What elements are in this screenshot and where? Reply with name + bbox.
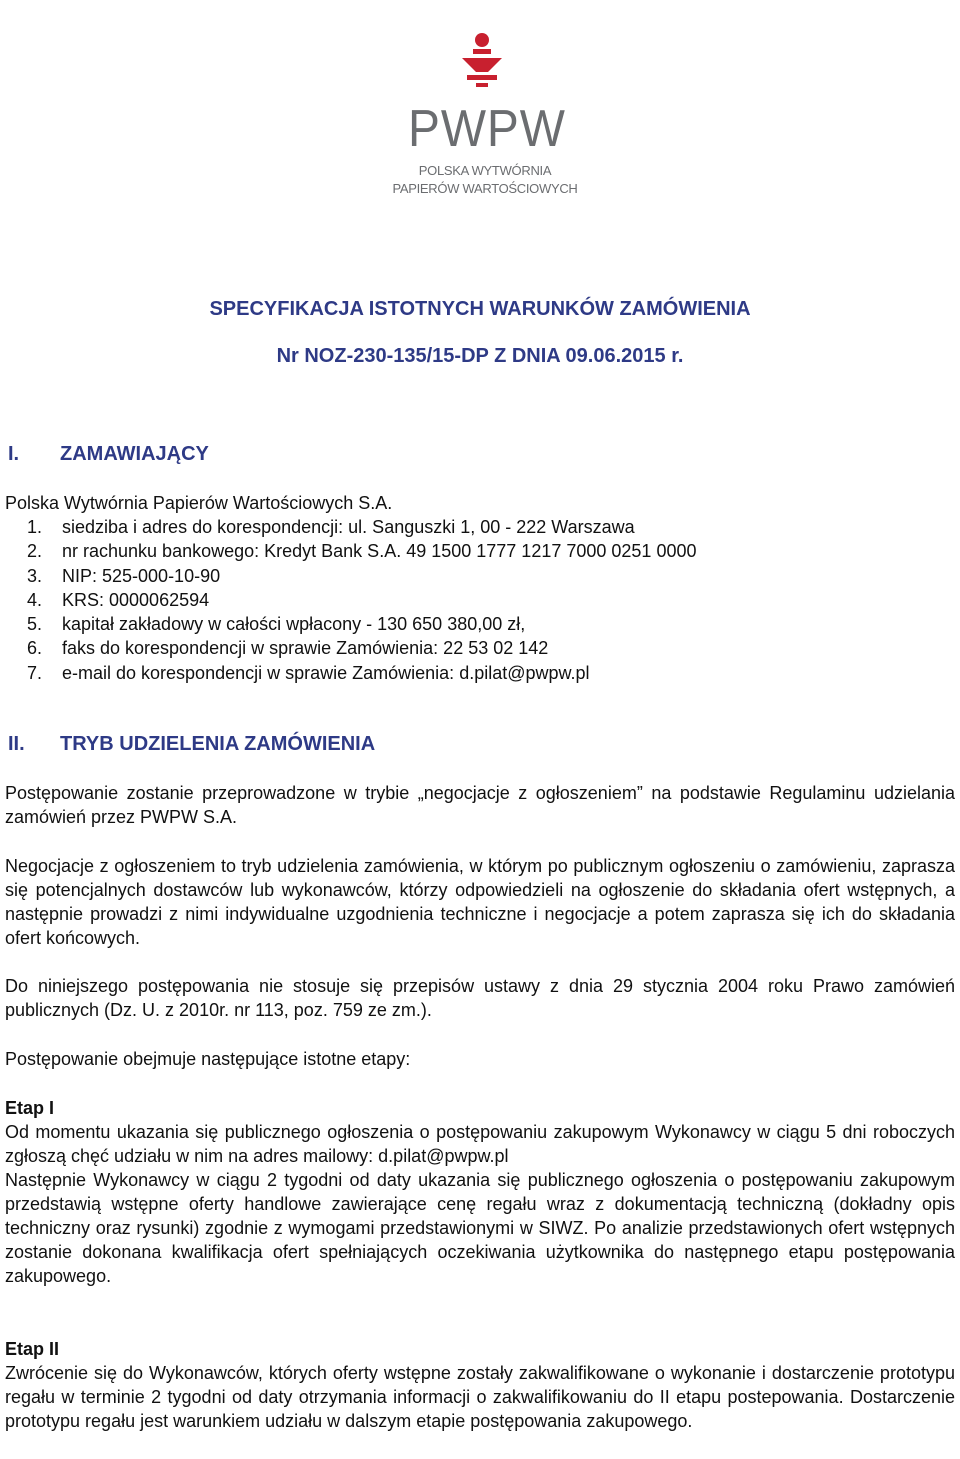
- logo-subtitle-line1: POLSKA WYTWÓRNIA: [418, 163, 552, 178]
- section-1-heading: [8, 443, 408, 469]
- etap-1-text-1: Od momentu ukazania się publicznego ogłoszenia o postępowaniu zakupowym Wykonawcy w ciągu 5 dni roboczych zgłoszą chęć udziału w nim na adres mailowy: d.pilat@pwpw.pl: [5, 1122, 955, 1166]
- email-link[interactable]: d.pilat@pwpw.pl: [459, 663, 590, 683]
- etap-1-heading: Etap I: [5, 1098, 55, 1118]
- section-2-number: II.: [8, 733, 25, 755]
- paragraph-negotiation-definition: Negocjacje z ogłoszeniem to tryb udzielenia zamówienia, w którym po publicznym ogłoszeniu o zamówieniu, zaprasza się potencjalnych dostawców lub wykonawców, którzy odpowiedzieli na ogłoszenie do składania ofert wstępnych, a następnie prowadzi z nimi indywidualne uzgodnienia techniczne i negocjacje a potem zaprasza się ich do składania ofert końcowych.: [5, 856, 955, 948]
- pwpw-emblem-icon: [370, 25, 595, 105]
- paragraph-mode: Postępowanie zostanie przeprowadzone w trybie „negocjacje z ogłoszeniem” na podstawie Regulaminu udzielania zamówień przez PWPW S.A.: [5, 783, 955, 827]
- document-reference: Nr NOZ-230-135/15-DP Z DNIA 09.06.2015 r.: [276, 345, 684, 367]
- list-item: 6. faks do korespondencji w sprawie Zamówienia: 22 53 02 142: [26, 638, 549, 658]
- list-item: 3. NIP: 525-000-10-90: [26, 566, 221, 586]
- etap-2-heading: Etap II: [5, 1339, 60, 1359]
- section-1-number: I.: [8, 443, 20, 465]
- list-item: 5. kapitał zakładowy w całości wpłacony - 130 650 380,00 zł,: [26, 614, 526, 634]
- list-item: 1. siedziba i adres do korespondencji: ul. Sanguszki 1, 00 - 222 Warszawa: [26, 517, 635, 537]
- document-title: SPECYFIKACJA ISTOTNYCH WARUNKÓW ZAMÓWIENIA: [209, 298, 751, 320]
- list-item: 2. nr rachunku bankowego: Kredyt Bank S.A. 49 1500 1777 1217 7000 0251 0000: [26, 541, 697, 561]
- section-1-title: ZAMAWIAJĄCY: [60, 443, 209, 465]
- section-2-title: TRYB UDZIELENIA ZAMÓWIENIA: [60, 733, 376, 755]
- etap-2-text: Zwrócenie się do Wykonawców, których oferty wstępne zostały zakwalifikowane o wykonanie i dostarczenie prototypu regału w terminie 2 tygodni od daty otrzymania informacji o zakwalifikowaniu do II etapu postepowania. Dostarczenie prototypu regału jest warunkiem udziału w dalszym etapie postępowania zakupowego.: [5, 1363, 955, 1431]
- list-item: 7. e-mail do korespondencji w sprawie Zamówienia: d.pilat@pwpw.pl: [26, 663, 590, 683]
- section-2-heading: [8, 733, 608, 759]
- paragraph-stages-intro: Postępowanie obejmuje następujące istotne etapy:: [5, 1049, 411, 1069]
- list-item: 4. KRS: 0000062594: [26, 590, 210, 610]
- company-name: Polska Wytwórnia Papierów Wartościowych S.A.: [5, 493, 393, 513]
- logo-wordmark: PWPW: [408, 100, 566, 158]
- paragraph-legal-basis: Do niniejszego postępowania nie stosuje się przepisów ustawy z dnia 29 stycznia 2004 roku Prawo zamówień publicznych (Dz. U. z 2010r. nr 113, poz. 759 ze zm.).: [5, 976, 955, 1020]
- logo-subtitle-line2: PAPIERÓW WARTOŚCIOWYCH: [392, 181, 578, 196]
- etap-1-text-2: Następnie Wykonawcy w ciągu 2 tygodni od daty ukazania się publicznego ogłoszenia o postępowaniu zakupowym przedstawią wstępne oferty handlowe zawierające cenę regału wraz z dokumentacją techniczną (dokładny opis techniczny oraz rysunki) zgodnie z wymogami przedstawionymi w SIWZ. Po analizie przedstawionych ofert wstępnych zostanie dokonana kwalifikacja ofert spełniających oczekiwania użytkownika do następnego etapu postępowania zakupowego.: [5, 1170, 955, 1286]
